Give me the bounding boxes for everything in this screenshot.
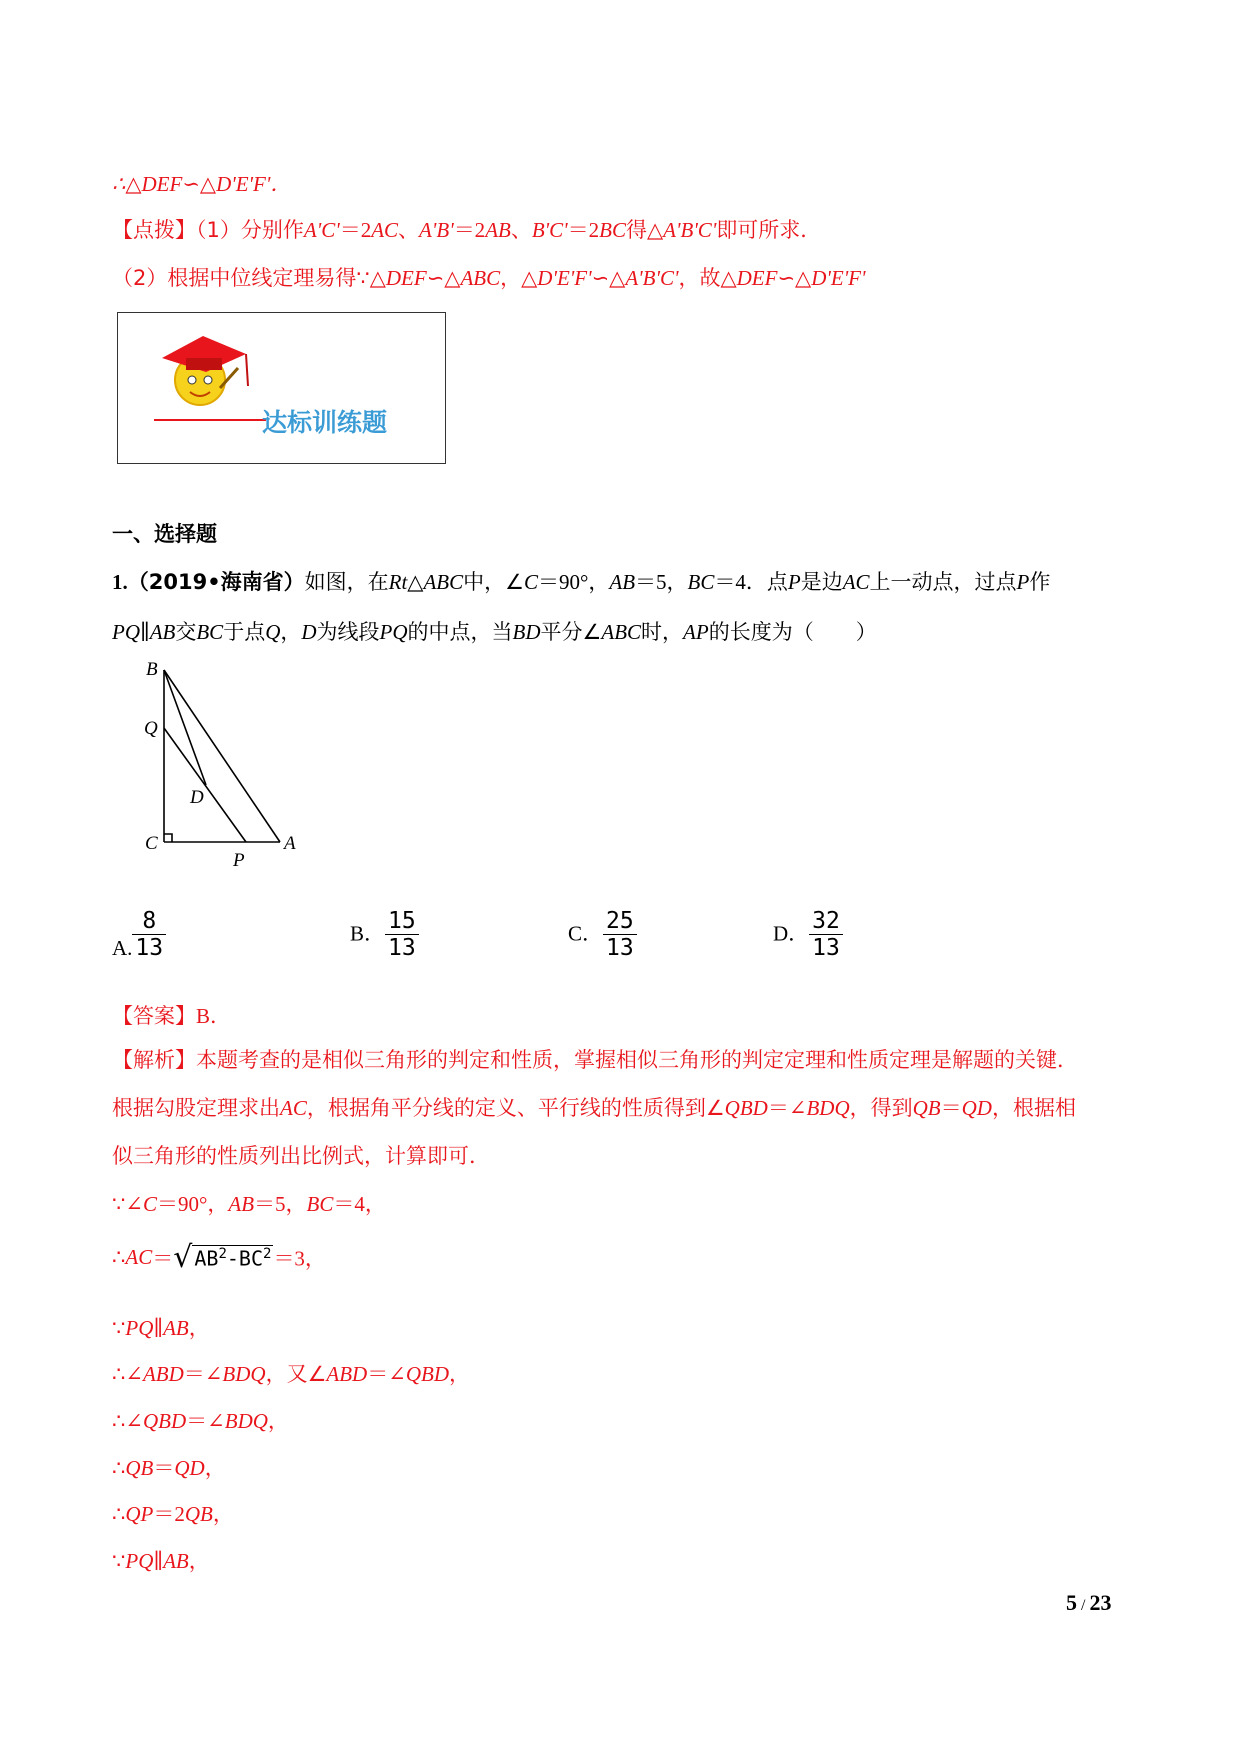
segment-qp (164, 728, 246, 842)
step-1: ∵∠C＝90°，AB＝5，BC＝4， (112, 1192, 386, 1216)
step-5: ∴∠QBD＝∠BDQ， (112, 1409, 289, 1433)
conclusion-line: ∴△DEF∽△D'E'F'． (112, 172, 292, 196)
answer-line: 【答案】B． (112, 1004, 232, 1028)
option-b-fraction: $\frac{15}{13}$ (385, 908, 419, 961)
segment-ab (164, 670, 280, 842)
option-d[interactable]: D． $\frac{32}{13}$ (773, 908, 843, 961)
hint-line-2: （2）根据中位线定理易得∵△DEF∽△ABC，△D'E'F'∽△A'B'C'，故△DEF∽△D'E'F' (112, 266, 866, 290)
step-3: ∵PQ∥AB， (112, 1316, 210, 1340)
analysis-line-1: 【解析】本题考查的是相似三角形的判定和性质，掌握相似三角形的判定定理和性质定理是解题的关键． (112, 1048, 1078, 1072)
option-b[interactable]: B． $\frac{15}{13}$ (350, 908, 419, 961)
question-line-1: 1.（2019•海南省）如图，在Rt△ABC中，∠C＝90°，AB＝5，BC＝4．点P是边AC上一动点，过点P作 (112, 570, 1051, 594)
option-a[interactable]: A. $\frac{8}{13}$ (112, 908, 166, 961)
badge-underline (154, 419, 266, 421)
hint-line-1: 【点拨】（1）分别作A'C'＝2AC、A'B'＝2AB、B'C'＝2BC得△A'B'C'即可所求． (112, 218, 822, 242)
option-c[interactable]: C． $\frac{25}{13}$ (568, 908, 637, 961)
option-d-fraction: $\frac{32}{13}$ (809, 908, 843, 961)
badge-label: 达标训练题 (262, 408, 388, 437)
step-7: ∴QP＝2QB， (112, 1502, 234, 1526)
sqrt-expression: √ $AB^2-BC^2$ (173, 1240, 272, 1275)
analysis-line-2: 根据勾股定理求出AC，根据角平分线的定义、平行线的性质得到∠QBD＝∠BDQ，得到QB＝QD，根据相 (112, 1096, 1076, 1120)
step-4: ∴∠ABD＝∠BDQ，又∠ABD＝∠QBD， (112, 1362, 471, 1386)
label-q: Q (144, 718, 158, 739)
analysis-line-3: 似三角形的性质列出比例式，计算即可． (112, 1144, 490, 1168)
label-b: B (146, 659, 158, 680)
question-line-2: PQ∥AB交BC于点Q，D为线段PQ的中点，当BD平分∠ABC时，AP的长度为（ ） (112, 620, 877, 644)
segment-bd (164, 670, 206, 785)
step-6: ∴QB＝QD， (112, 1456, 226, 1480)
page-number: 5 / 23 (1066, 1590, 1112, 1615)
label-p: P (233, 850, 245, 871)
option-c-fraction: $\frac{25}{13}$ (603, 908, 637, 961)
label-d: D (190, 787, 204, 808)
label-a: A (284, 833, 296, 854)
right-angle-mark (164, 834, 172, 842)
step-2: ∴AC＝√ $AB^2-BC^2=3$， (112, 1240, 326, 1275)
section-title: 一、选择题 (112, 522, 217, 546)
step-8: ∵PQ∥AB， (112, 1549, 210, 1573)
practice-badge (117, 312, 446, 464)
label-c: C (145, 833, 158, 854)
student-mascot-icon (148, 328, 268, 428)
triangle-figure (140, 652, 310, 872)
option-a-fraction: $\frac{8}{13}$ (132, 908, 166, 961)
